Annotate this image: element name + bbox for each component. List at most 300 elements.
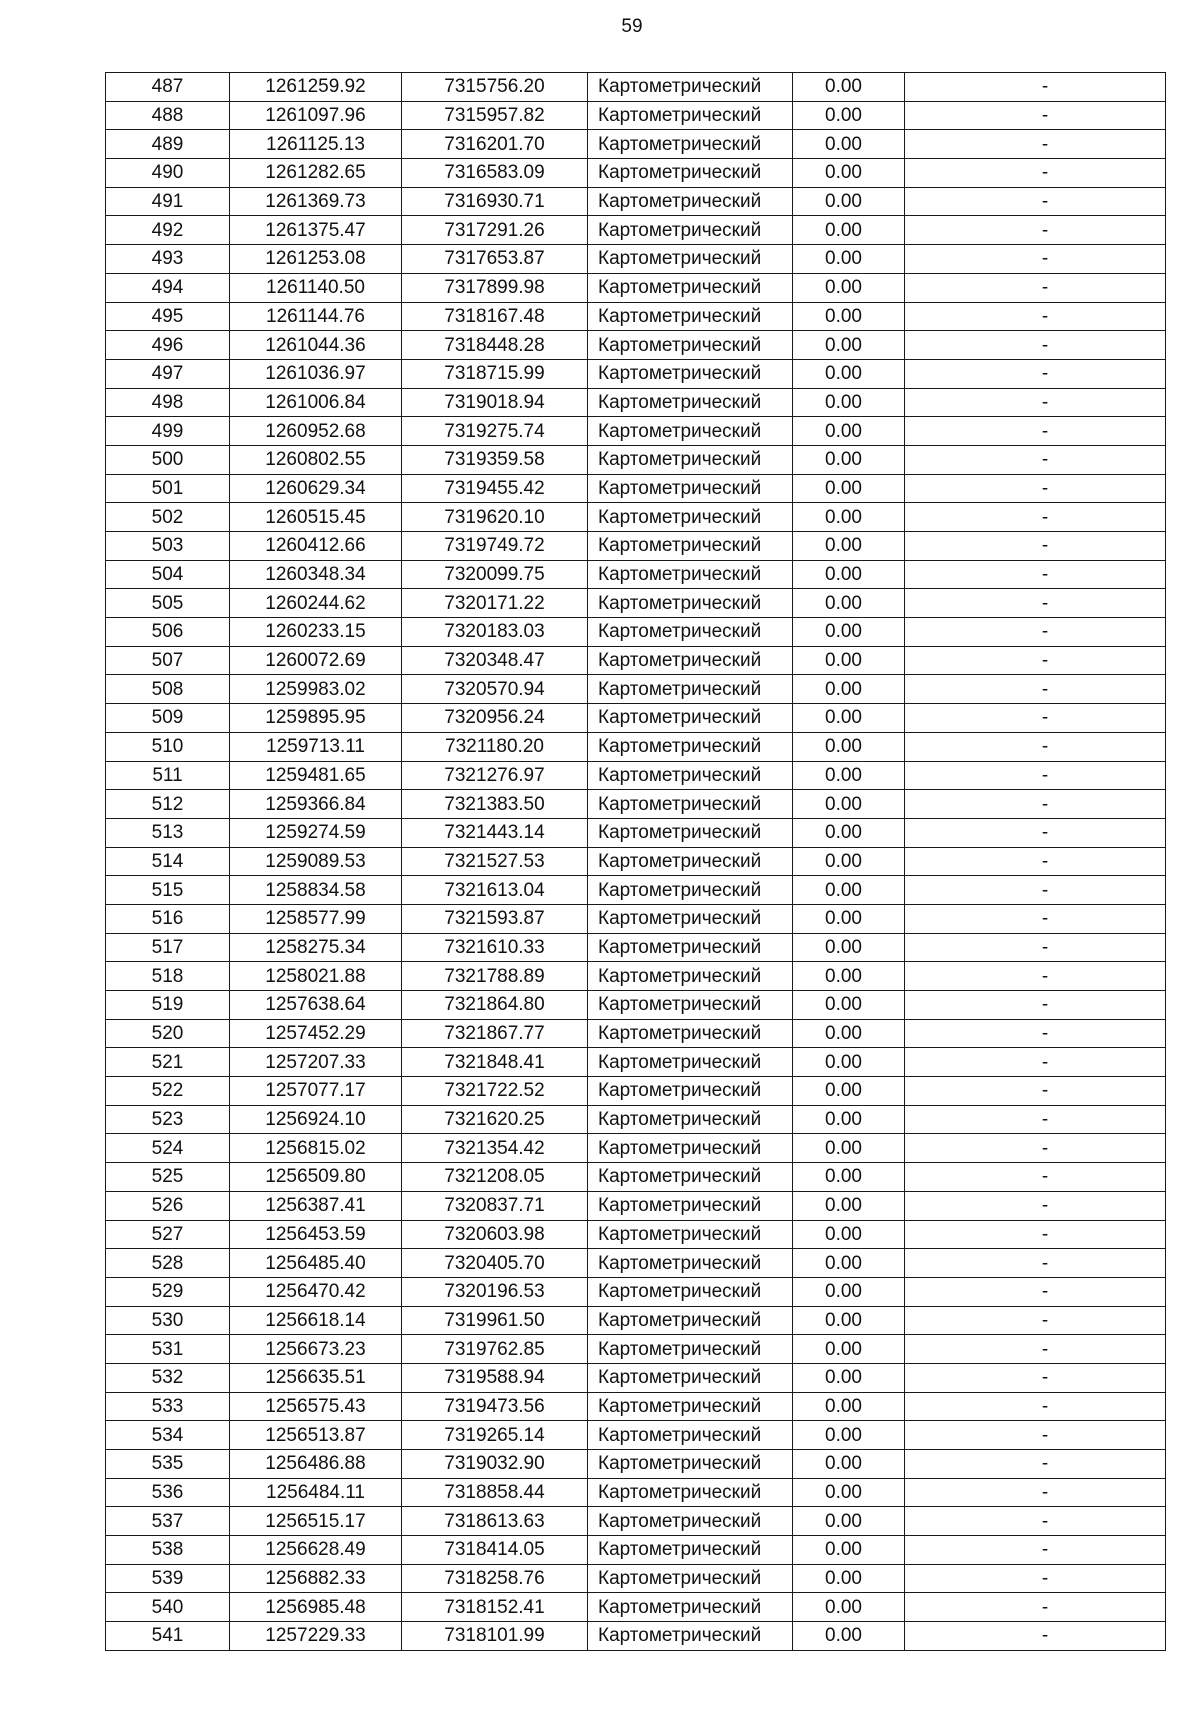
x-coordinate-cell: 1256575.43 xyxy=(230,1392,402,1421)
y-coordinate-cell: 7316930.71 xyxy=(402,187,588,216)
note-cell: - xyxy=(905,1564,1166,1593)
point-number-cell: 500 xyxy=(106,445,230,474)
note-cell: - xyxy=(905,216,1166,245)
y-coordinate-cell: 7320405.70 xyxy=(402,1249,588,1278)
x-coordinate-cell: 1258021.88 xyxy=(230,962,402,991)
method-cell: Картометрический xyxy=(588,1191,793,1220)
method-cell: Картометрический xyxy=(588,101,793,130)
error-cell: 0.00 xyxy=(793,675,905,704)
point-number-cell: 532 xyxy=(106,1363,230,1392)
method-cell: Картометрический xyxy=(588,474,793,503)
y-coordinate-cell: 7319265.14 xyxy=(402,1421,588,1450)
table-row xyxy=(106,130,1166,159)
note-cell: - xyxy=(905,818,1166,847)
note-cell: - xyxy=(905,359,1166,388)
point-number-cell: 507 xyxy=(106,646,230,675)
note-cell: - xyxy=(905,790,1166,819)
error-cell: 0.00 xyxy=(793,589,905,618)
method-cell: Картометрический xyxy=(588,417,793,446)
error-cell: 0.00 xyxy=(793,847,905,876)
y-coordinate-cell: 7319749.72 xyxy=(402,532,588,561)
table-row xyxy=(106,331,1166,360)
point-number-cell: 498 xyxy=(106,388,230,417)
table-row xyxy=(106,1105,1166,1134)
point-number-cell: 514 xyxy=(106,847,230,876)
error-cell: 0.00 xyxy=(793,904,905,933)
error-cell: 0.00 xyxy=(793,474,905,503)
note-cell: - xyxy=(905,1077,1166,1106)
table-row xyxy=(106,503,1166,532)
y-coordinate-cell: 7321208.05 xyxy=(402,1163,588,1192)
method-cell: Картометрический xyxy=(588,302,793,331)
table-row xyxy=(106,646,1166,675)
x-coordinate-cell: 1261259.92 xyxy=(230,73,402,102)
note-cell: - xyxy=(905,1421,1166,1450)
method-cell: Картометрический xyxy=(588,159,793,188)
note-cell: - xyxy=(905,331,1166,360)
error-cell: 0.00 xyxy=(793,331,905,360)
point-number-cell: 494 xyxy=(106,273,230,302)
x-coordinate-cell: 1256484.11 xyxy=(230,1478,402,1507)
error-cell: 0.00 xyxy=(793,1077,905,1106)
x-coordinate-cell: 1256673.23 xyxy=(230,1335,402,1364)
method-cell: Картометрический xyxy=(588,1363,793,1392)
x-coordinate-cell: 1259713.11 xyxy=(230,732,402,761)
point-number-cell: 530 xyxy=(106,1306,230,1335)
error-cell: 0.00 xyxy=(793,1163,905,1192)
point-number-cell: 537 xyxy=(106,1507,230,1536)
x-coordinate-cell: 1256635.51 xyxy=(230,1363,402,1392)
y-coordinate-cell: 7319961.50 xyxy=(402,1306,588,1335)
y-coordinate-cell: 7318414.05 xyxy=(402,1536,588,1565)
method-cell: Картометрический xyxy=(588,1249,793,1278)
error-cell: 0.00 xyxy=(793,1191,905,1220)
error-cell: 0.00 xyxy=(793,933,905,962)
y-coordinate-cell: 7318448.28 xyxy=(402,331,588,360)
coordinates-table-body xyxy=(106,73,1166,1651)
y-coordinate-cell: 7319455.42 xyxy=(402,474,588,503)
y-coordinate-cell: 7320956.24 xyxy=(402,704,588,733)
y-coordinate-cell: 7321276.97 xyxy=(402,761,588,790)
note-cell: - xyxy=(905,560,1166,589)
table-row xyxy=(106,1134,1166,1163)
table-row xyxy=(106,1249,1166,1278)
x-coordinate-cell: 1256485.40 xyxy=(230,1249,402,1278)
method-cell: Картометрический xyxy=(588,1421,793,1450)
table-row xyxy=(106,1220,1166,1249)
table-row xyxy=(106,73,1166,102)
error-cell: 0.00 xyxy=(793,704,905,733)
error-cell: 0.00 xyxy=(793,302,905,331)
y-coordinate-cell: 7316201.70 xyxy=(402,130,588,159)
method-cell: Картометрический xyxy=(588,73,793,102)
table-row xyxy=(106,417,1166,446)
note-cell: - xyxy=(905,245,1166,274)
y-coordinate-cell: 7320183.03 xyxy=(402,618,588,647)
note-cell: - xyxy=(905,101,1166,130)
point-number-cell: 513 xyxy=(106,818,230,847)
note-cell: - xyxy=(905,1507,1166,1536)
table-row xyxy=(106,991,1166,1020)
y-coordinate-cell: 7321180.20 xyxy=(402,732,588,761)
point-number-cell: 522 xyxy=(106,1077,230,1106)
y-coordinate-cell: 7319473.56 xyxy=(402,1392,588,1421)
error-cell: 0.00 xyxy=(793,761,905,790)
y-coordinate-cell: 7319032.90 xyxy=(402,1450,588,1479)
x-coordinate-cell: 1259895.95 xyxy=(230,704,402,733)
method-cell: Картометрический xyxy=(588,1277,793,1306)
note-cell: - xyxy=(905,159,1166,188)
note-cell: - xyxy=(905,761,1166,790)
x-coordinate-cell: 1260952.68 xyxy=(230,417,402,446)
point-number-cell: 536 xyxy=(106,1478,230,1507)
y-coordinate-cell: 7321722.52 xyxy=(402,1077,588,1106)
note-cell: - xyxy=(905,73,1166,102)
note-cell: - xyxy=(905,1450,1166,1479)
table-row xyxy=(106,1019,1166,1048)
y-coordinate-cell: 7319762.85 xyxy=(402,1335,588,1364)
y-coordinate-cell: 7320196.53 xyxy=(402,1277,588,1306)
note-cell: - xyxy=(905,130,1166,159)
x-coordinate-cell: 1257207.33 xyxy=(230,1048,402,1077)
point-number-cell: 540 xyxy=(106,1593,230,1622)
y-coordinate-cell: 7321610.33 xyxy=(402,933,588,962)
method-cell: Картометрический xyxy=(588,761,793,790)
error-cell: 0.00 xyxy=(793,1392,905,1421)
method-cell: Картометрический xyxy=(588,732,793,761)
x-coordinate-cell: 1259983.02 xyxy=(230,675,402,704)
note-cell: - xyxy=(905,503,1166,532)
method-cell: Картометрический xyxy=(588,1019,793,1048)
note-cell: - xyxy=(905,445,1166,474)
error-cell: 0.00 xyxy=(793,1220,905,1249)
point-number-cell: 489 xyxy=(106,130,230,159)
table-row xyxy=(106,187,1166,216)
table-row xyxy=(106,1536,1166,1565)
x-coordinate-cell: 1257452.29 xyxy=(230,1019,402,1048)
x-coordinate-cell: 1260802.55 xyxy=(230,445,402,474)
y-coordinate-cell: 7315756.20 xyxy=(402,73,588,102)
point-number-cell: 503 xyxy=(106,532,230,561)
point-number-cell: 526 xyxy=(106,1191,230,1220)
x-coordinate-cell: 1261144.76 xyxy=(230,302,402,331)
table-row xyxy=(106,1450,1166,1479)
x-coordinate-cell: 1257638.64 xyxy=(230,991,402,1020)
error-cell: 0.00 xyxy=(793,1048,905,1077)
method-cell: Картометрический xyxy=(588,790,793,819)
method-cell: Картометрический xyxy=(588,818,793,847)
table-row xyxy=(106,847,1166,876)
table-row xyxy=(106,1077,1166,1106)
method-cell: Картометрический xyxy=(588,560,793,589)
x-coordinate-cell: 1261375.47 xyxy=(230,216,402,245)
y-coordinate-cell: 7318258.76 xyxy=(402,1564,588,1593)
y-coordinate-cell: 7321613.04 xyxy=(402,876,588,905)
y-coordinate-cell: 7320171.22 xyxy=(402,589,588,618)
table-row xyxy=(106,704,1166,733)
y-coordinate-cell: 7321354.42 xyxy=(402,1134,588,1163)
note-cell: - xyxy=(905,1335,1166,1364)
x-coordinate-cell: 1260244.62 xyxy=(230,589,402,618)
error-cell: 0.00 xyxy=(793,962,905,991)
table-row xyxy=(106,962,1166,991)
note-cell: - xyxy=(905,847,1166,876)
note-cell: - xyxy=(905,991,1166,1020)
error-cell: 0.00 xyxy=(793,445,905,474)
note-cell: - xyxy=(905,532,1166,561)
y-coordinate-cell: 7321848.41 xyxy=(402,1048,588,1077)
note-cell: - xyxy=(905,273,1166,302)
note-cell: - xyxy=(905,474,1166,503)
x-coordinate-cell: 1260629.34 xyxy=(230,474,402,503)
x-coordinate-cell: 1256509.80 xyxy=(230,1163,402,1192)
note-cell: - xyxy=(905,1622,1166,1651)
note-cell: - xyxy=(905,1048,1166,1077)
table-row xyxy=(106,560,1166,589)
error-cell: 0.00 xyxy=(793,1478,905,1507)
y-coordinate-cell: 7321383.50 xyxy=(402,790,588,819)
error-cell: 0.00 xyxy=(793,1019,905,1048)
point-number-cell: 501 xyxy=(106,474,230,503)
point-number-cell: 495 xyxy=(106,302,230,331)
method-cell: Картометрический xyxy=(588,331,793,360)
note-cell: - xyxy=(905,876,1166,905)
note-cell: - xyxy=(905,904,1166,933)
method-cell: Картометрический xyxy=(588,675,793,704)
point-number-cell: 517 xyxy=(106,933,230,962)
point-number-cell: 488 xyxy=(106,101,230,130)
x-coordinate-cell: 1257077.17 xyxy=(230,1077,402,1106)
x-coordinate-cell: 1260072.69 xyxy=(230,646,402,675)
error-cell: 0.00 xyxy=(793,532,905,561)
table-row xyxy=(106,1163,1166,1192)
note-cell: - xyxy=(905,1392,1166,1421)
error-cell: 0.00 xyxy=(793,1249,905,1278)
point-number-cell: 508 xyxy=(106,675,230,704)
method-cell: Картометрический xyxy=(588,618,793,647)
x-coordinate-cell: 1261036.97 xyxy=(230,359,402,388)
x-coordinate-cell: 1256618.14 xyxy=(230,1306,402,1335)
table-row xyxy=(106,761,1166,790)
method-cell: Картометрический xyxy=(588,273,793,302)
x-coordinate-cell: 1256882.33 xyxy=(230,1564,402,1593)
table-row xyxy=(106,1191,1166,1220)
error-cell: 0.00 xyxy=(793,503,905,532)
coordinates-table xyxy=(105,72,1166,1651)
method-cell: Картометрический xyxy=(588,1450,793,1479)
method-cell: Картометрический xyxy=(588,991,793,1020)
method-cell: Картометрический xyxy=(588,130,793,159)
error-cell: 0.00 xyxy=(793,73,905,102)
table-row xyxy=(106,245,1166,274)
table-row xyxy=(106,359,1166,388)
table-row xyxy=(106,388,1166,417)
point-number-cell: 520 xyxy=(106,1019,230,1048)
note-cell: - xyxy=(905,1277,1166,1306)
note-cell: - xyxy=(905,1363,1166,1392)
method-cell: Картометрический xyxy=(588,1536,793,1565)
table-row xyxy=(106,302,1166,331)
x-coordinate-cell: 1256628.49 xyxy=(230,1536,402,1565)
x-coordinate-cell: 1259089.53 xyxy=(230,847,402,876)
point-number-cell: 487 xyxy=(106,73,230,102)
point-number-cell: 511 xyxy=(106,761,230,790)
error-cell: 0.00 xyxy=(793,216,905,245)
method-cell: Картометрический xyxy=(588,388,793,417)
point-number-cell: 493 xyxy=(106,245,230,274)
point-number-cell: 506 xyxy=(106,618,230,647)
method-cell: Картометрический xyxy=(588,1593,793,1622)
table-row xyxy=(106,1306,1166,1335)
error-cell: 0.00 xyxy=(793,991,905,1020)
error-cell: 0.00 xyxy=(793,1421,905,1450)
point-number-cell: 534 xyxy=(106,1421,230,1450)
x-coordinate-cell: 1261044.36 xyxy=(230,331,402,360)
method-cell: Картометрический xyxy=(588,1478,793,1507)
error-cell: 0.00 xyxy=(793,130,905,159)
error-cell: 0.00 xyxy=(793,1306,905,1335)
method-cell: Картометрический xyxy=(588,1220,793,1249)
x-coordinate-cell: 1261282.65 xyxy=(230,159,402,188)
method-cell: Картометрический xyxy=(588,532,793,561)
y-coordinate-cell: 7318152.41 xyxy=(402,1593,588,1622)
error-cell: 0.00 xyxy=(793,1105,905,1134)
x-coordinate-cell: 1260412.66 xyxy=(230,532,402,561)
note-cell: - xyxy=(905,1105,1166,1134)
table-row xyxy=(106,1363,1166,1392)
point-number-cell: 516 xyxy=(106,904,230,933)
y-coordinate-cell: 7318167.48 xyxy=(402,302,588,331)
error-cell: 0.00 xyxy=(793,359,905,388)
x-coordinate-cell: 1258577.99 xyxy=(230,904,402,933)
error-cell: 0.00 xyxy=(793,732,905,761)
table-row xyxy=(106,101,1166,130)
page-number: 59 xyxy=(621,16,643,37)
note-cell: - xyxy=(905,1536,1166,1565)
error-cell: 0.00 xyxy=(793,1277,905,1306)
x-coordinate-cell: 1256470.42 xyxy=(230,1277,402,1306)
point-number-cell: 529 xyxy=(106,1277,230,1306)
x-coordinate-cell: 1261253.08 xyxy=(230,245,402,274)
table-row xyxy=(106,1335,1166,1364)
x-coordinate-cell: 1256513.87 xyxy=(230,1421,402,1450)
error-cell: 0.00 xyxy=(793,1335,905,1364)
y-coordinate-cell: 7317291.26 xyxy=(402,216,588,245)
y-coordinate-cell: 7320099.75 xyxy=(402,560,588,589)
note-cell: - xyxy=(905,1478,1166,1507)
point-number-cell: 499 xyxy=(106,417,230,446)
method-cell: Картометрический xyxy=(588,1048,793,1077)
y-coordinate-cell: 7320603.98 xyxy=(402,1220,588,1249)
y-coordinate-cell: 7321443.14 xyxy=(402,818,588,847)
error-cell: 0.00 xyxy=(793,1622,905,1651)
note-cell: - xyxy=(905,618,1166,647)
table-row xyxy=(106,532,1166,561)
y-coordinate-cell: 7319359.58 xyxy=(402,445,588,474)
error-cell: 0.00 xyxy=(793,187,905,216)
point-number-cell: 509 xyxy=(106,704,230,733)
table-row xyxy=(106,904,1166,933)
note-cell: - xyxy=(905,417,1166,446)
error-cell: 0.00 xyxy=(793,646,905,675)
table-row xyxy=(106,675,1166,704)
error-cell: 0.00 xyxy=(793,245,905,274)
method-cell: Картометрический xyxy=(588,1335,793,1364)
method-cell: Картометрический xyxy=(588,847,793,876)
note-cell: - xyxy=(905,1163,1166,1192)
method-cell: Картометрический xyxy=(588,1306,793,1335)
y-coordinate-cell: 7321867.77 xyxy=(402,1019,588,1048)
y-coordinate-cell: 7319588.94 xyxy=(402,1363,588,1392)
table-row xyxy=(106,790,1166,819)
error-cell: 0.00 xyxy=(793,1536,905,1565)
error-cell: 0.00 xyxy=(793,876,905,905)
point-number-cell: 491 xyxy=(106,187,230,216)
table-row xyxy=(106,1048,1166,1077)
point-number-cell: 502 xyxy=(106,503,230,532)
note-cell: - xyxy=(905,1593,1166,1622)
point-number-cell: 519 xyxy=(106,991,230,1020)
y-coordinate-cell: 7318715.99 xyxy=(402,359,588,388)
point-number-cell: 541 xyxy=(106,1622,230,1651)
method-cell: Картометрический xyxy=(588,904,793,933)
table-row xyxy=(106,1277,1166,1306)
method-cell: Картометрический xyxy=(588,876,793,905)
x-coordinate-cell: 1256486.88 xyxy=(230,1450,402,1479)
method-cell: Картометрический xyxy=(588,359,793,388)
error-cell: 0.00 xyxy=(793,1507,905,1536)
error-cell: 0.00 xyxy=(793,1134,905,1163)
note-cell: - xyxy=(905,704,1166,733)
y-coordinate-cell: 7316583.09 xyxy=(402,159,588,188)
point-number-cell: 528 xyxy=(106,1249,230,1278)
x-coordinate-cell: 1256924.10 xyxy=(230,1105,402,1134)
point-number-cell: 527 xyxy=(106,1220,230,1249)
note-cell: - xyxy=(905,1249,1166,1278)
method-cell: Картометрический xyxy=(588,1564,793,1593)
y-coordinate-cell: 7319275.74 xyxy=(402,417,588,446)
error-cell: 0.00 xyxy=(793,159,905,188)
table-row xyxy=(106,1564,1166,1593)
y-coordinate-cell: 7318858.44 xyxy=(402,1478,588,1507)
table-row xyxy=(106,216,1166,245)
method-cell: Картометрический xyxy=(588,1622,793,1651)
point-number-cell: 504 xyxy=(106,560,230,589)
note-cell: - xyxy=(905,962,1166,991)
point-number-cell: 497 xyxy=(106,359,230,388)
table-row xyxy=(106,1392,1166,1421)
error-cell: 0.00 xyxy=(793,273,905,302)
x-coordinate-cell: 1256985.48 xyxy=(230,1593,402,1622)
error-cell: 0.00 xyxy=(793,417,905,446)
error-cell: 0.00 xyxy=(793,388,905,417)
note-cell: - xyxy=(905,589,1166,618)
error-cell: 0.00 xyxy=(793,560,905,589)
method-cell: Картометрический xyxy=(588,646,793,675)
note-cell: - xyxy=(905,933,1166,962)
note-cell: - xyxy=(905,646,1166,675)
note-cell: - xyxy=(905,675,1166,704)
x-coordinate-cell: 1258275.34 xyxy=(230,933,402,962)
y-coordinate-cell: 7318101.99 xyxy=(402,1622,588,1651)
point-number-cell: 521 xyxy=(106,1048,230,1077)
method-cell: Картометрический xyxy=(588,1163,793,1192)
y-coordinate-cell: 7317653.87 xyxy=(402,245,588,274)
point-number-cell: 523 xyxy=(106,1105,230,1134)
y-coordinate-cell: 7321620.25 xyxy=(402,1105,588,1134)
point-number-cell: 518 xyxy=(106,962,230,991)
y-coordinate-cell: 7321788.89 xyxy=(402,962,588,991)
